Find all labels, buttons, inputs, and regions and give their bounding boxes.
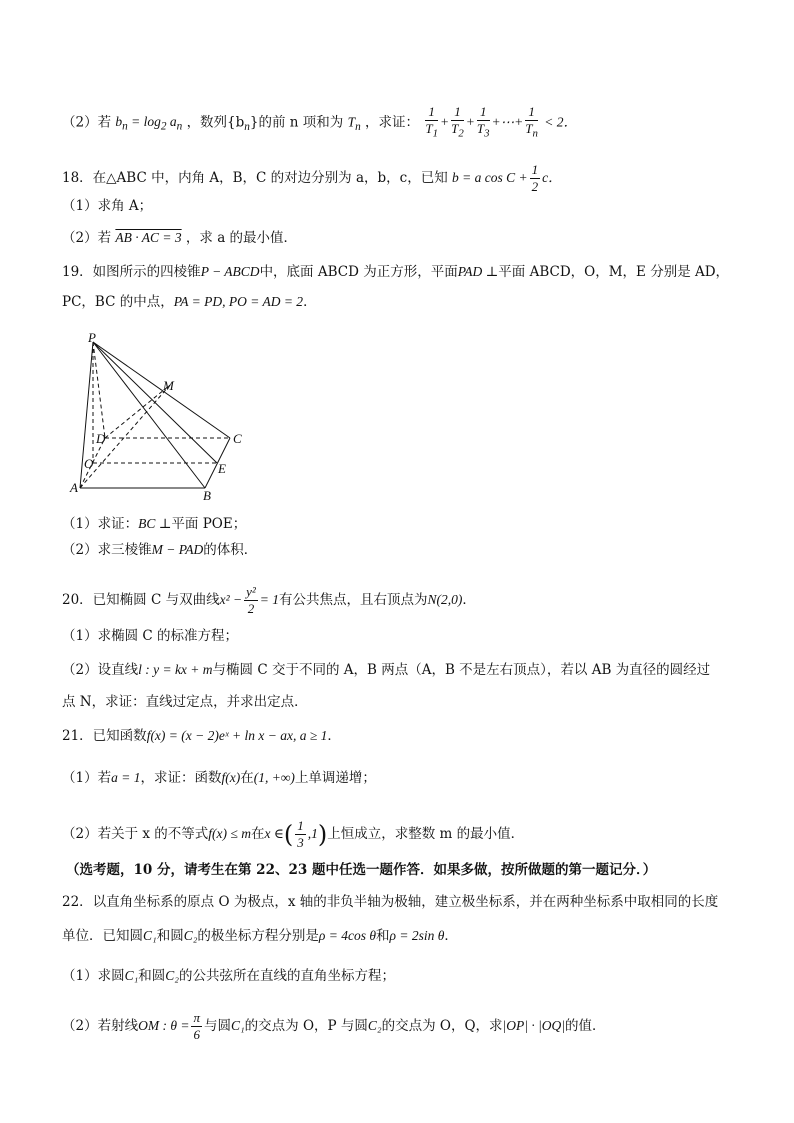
label-D: D [96,431,106,446]
frac-1-Tn: $\frac{1}{T_n}$ [525,104,538,140]
q21-stem: 21．已知函数f(x) = (x − 2)eˣ + ln x − ax, a ≥ 1． [62,728,341,744]
q20-part1: （1）求椭圆 C 的标准方程； [62,628,239,644]
q17-part2: （2）若 $b_n = \log_2 a_n$ ，数列$\{b_n\}$的前 n 项和为 $T_n$ ，求证： $\frac{1}{T_1}$ + $\frac{1}{T_2}$ + $\frac{1}{T_3}$ +⋯+ $\frac{1}{T_n}$ < 2． [62,104,577,140]
q18-part1: （1）求角 A； [62,198,153,214]
edge-PB [93,342,205,488]
elective-note: （选考题，10 分，请考生在第 22、23 题中任选一题作答．如果多做，按所做题的第一题记分．） [66,862,657,878]
pyramid-figure [60,330,260,505]
q19-stem-line2: PC，BC 的中点，PA = PD, PO = AD = 2． [62,294,317,310]
frac-one-third: $\frac{1}{3}$ [297,818,304,850]
q22-stem-line1: 22．以直角坐标系的原点 O 为极点，x 轴的非负半轴为极轴，建立极坐标系，并在两种坐标系中取相同的长度 [62,894,719,910]
q20-part2-line1: （2）设直线l : y = kx + m与椭圆 C 交于不同的 A，B 两点（A，B 不是左右顶点），若以 AB 为直径的圆经过 [62,662,711,678]
label-P: P [88,330,96,345]
q19-part1: （1）求证：BC ⊥平面 POE； [62,516,247,532]
frac-1-T1: $\frac{1}{T_1}$ [425,104,438,140]
edge-PC [93,342,230,438]
q17-part2-prefix: （2）若 [62,114,112,131]
q20-part2-line2: 点 N，求证：直线过定点，并求出定点． [62,694,308,710]
frac-half: $\frac{1}{2}$ [531,162,539,194]
q19-stem-line1: 19．如图所示的四棱锥P − ABCD中，底面 ABCD 为正方形，平面PAD ⊥平面 ABCD，O，M，E 分别是 AD， [62,264,730,280]
label-C: C [233,431,242,446]
label-M: M [163,378,174,393]
frac-1-T3: $\frac{1}{T_3}$ [476,104,490,140]
q21-part1: （1）若a = 1，求证：函数f(x)在(1, +∞)上单调递增； [62,770,376,786]
q18-vector-product: AB · AC = 3 [115,230,182,245]
label-B: B [203,488,211,503]
q22-stem-line2: 单位．已知圆C₁和圆C₂的极坐标方程分别是ρ = 4cos θ和ρ = 2sin θ． [62,928,458,944]
frac-y2-over-2: $\frac{\text{y²}}{2}$ [246,584,256,616]
q18-stem: 18．在△ABC 中，内角 A，B，C 的对边分别为 a，b，c，已知 b = a cos C + $\frac{1}{2}$ c． [62,162,562,194]
q22-part2: （2）若射线OM : θ = $\frac{\pi}{6}$ 与圆C₁的交点为 O，P 与圆C₂的交点为 O，Q，求|OP| · |OQ|的值． [62,1010,606,1042]
frac-pi-over-6: $\frac{\pi}{6}$ [193,1010,200,1042]
q18-part2: （2）若 AB · AC = 3 ，求 a 的最小值． [62,230,298,246]
label-E: E [218,461,226,476]
q21-part2: （2）若关于 x 的不等式f(x) ≤ m在x ∈( $\frac{1}{3}$ ,1)上恒成立，求整数 m 的最小值． [62,818,525,850]
q20-stem: 20．已知椭圆 C 与双曲线x² − $\frac{\text{y²}}{2}$ = 1有公共焦点，且右顶点为N(2,0)． [62,584,476,616]
edge-PD [93,342,105,438]
label-O: O [84,456,94,471]
frac-1-T2: $\frac{1}{T_2}$ [451,104,464,140]
q22-part1: （1）求圆C₁和圆C₂的公共弦所在直线的直角坐标方程； [62,968,395,984]
q19-part2: （2）求三棱锥M − PAD的体积． [62,542,258,558]
label-A: A [70,480,78,495]
q17-b: b [115,114,123,130]
